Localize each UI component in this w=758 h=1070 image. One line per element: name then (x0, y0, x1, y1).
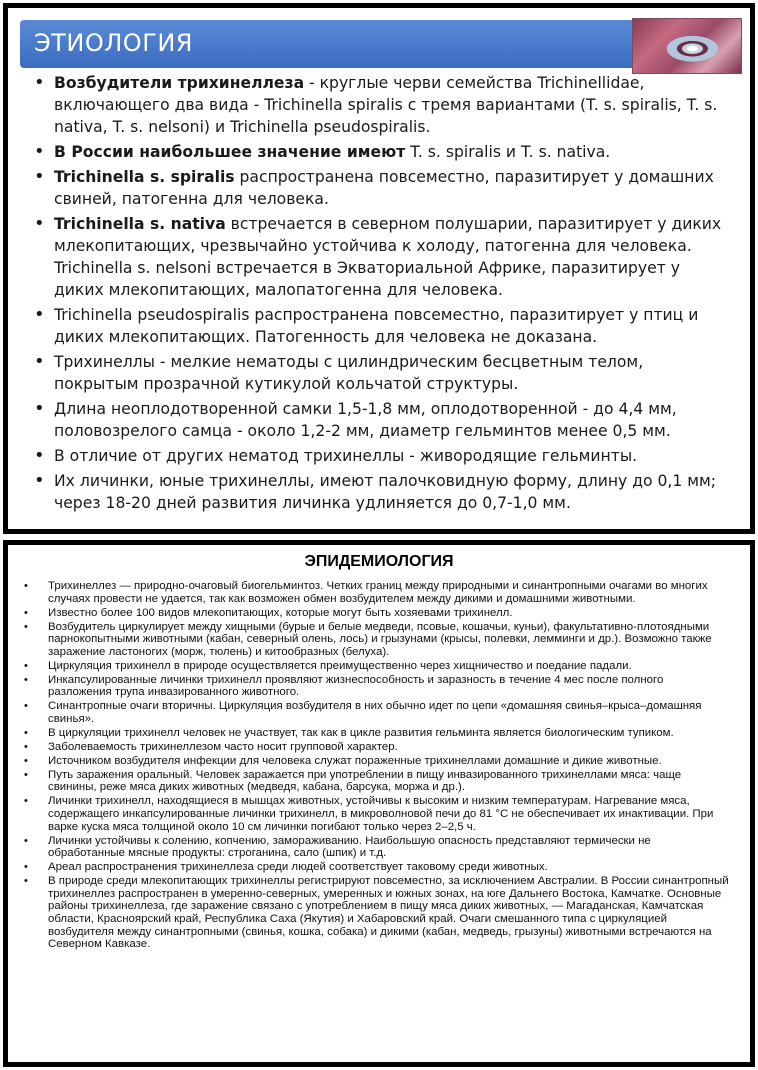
list-item (34, 213, 724, 301)
list-item: • Личинки устойчивы к солению, копчению, замораживанию. Наибольшую опасность представляют термически не обработанные мясные продукты: строганина, сало (шпик) и т.д. (24, 835, 729, 860)
epidemiology-title: ЭПИДЕМИОЛОГИЯ (304, 553, 454, 570)
list-item: • Заболеваемость трихинеллезом часто носит групповой характер. (24, 741, 729, 754)
list-item (34, 72, 724, 138)
list-item-text: распространена повсеместно, паразитирует у домашних свиней, патогенна для человека. (54, 168, 714, 208)
list-item: • Возбудитель циркулирует между хищными (бурые и белые медведи, псовые, кошачьи, куньи), факультативно-плотоядными парнокопытными животными (кабан, северный олень, лось) и грызунами (крысы, полевки, лемминги и др.). Возможно также заражение ластоногих (морж, тюлень) и китообразных (белуха). (24, 621, 729, 659)
list-item (34, 445, 724, 467)
list-item-text: В отличие от других нематод трихинеллы - живородящие гельминты. (54, 447, 638, 465)
etiology-slide-content (8, 8, 750, 529)
list-item: • Путь заражения оральный. Человек заражается при употреблении в пищу инвазированного трихинеллами мяса: чаще свинины, реже мяса диких животных (медведя, кабана, барсука, моржа и др.). (24, 769, 729, 794)
epidemiology-slide-content (8, 545, 750, 1062)
trichinella-larva-image (632, 18, 742, 74)
list-item-text: Trichinella pseudospiralis распространена повсеместно, паразитирует у птиц и диких млекопитающих. Патогенность для человека не доказана. (54, 306, 699, 346)
list-item-bold: В России наибольшее значение имеют (54, 143, 406, 161)
list-item: • Личинки трихинелл, находящиеся в мышцах животных, устойчивы к высоким и низким температурам. Нагревание мяса, содержащего инкапсулированные личинки трихинелл, в микроволновой печи до 81 °С не обеспечивает их инактивации. При варке куска мяса толщиной около 10 см личинки погибают только через 2–2,5 ч. (24, 795, 729, 833)
list-item: • Инкапсулированные личинки трихинелл проявляют жизнеспособность и заразность в течение 4 мес после полного разложения трупа инвазированного животного. (24, 674, 729, 699)
list-item-bold: Возбудители трихинеллеза (54, 74, 305, 92)
list-item: • Источником возбудителя инфекции для человека служат пораженные трихинеллами домашние и дикие животные. (24, 755, 729, 768)
list-item-text: T. s. spiralis и T. s. nativa. (405, 143, 611, 161)
list-item: • Ареал распространения трихинеллеза среди людей соответствует таковому среди животных. (24, 861, 729, 874)
etiology-header (20, 20, 738, 68)
list-item-text: встречается в северном полушарии, паразитирует у диких млекопитающих, чрезвычайно устойчива к холоду, патогенна для человека. Trichinella s. nelsoni встречается в Экваториальной Африке, паразитирует у диких млекопитающих, малопатогенна для человека. (54, 215, 722, 299)
list-item-text: Трихинеллы - мелкие нематоды с цилиндрическим бесцветным телом, покрытым прозрачной кутикулой кольчатой структуры. (54, 353, 644, 393)
list-item-bold: Trichinella s. spiralis (54, 168, 235, 186)
list-item-bold: Trichinella s. nativa (54, 215, 226, 233)
list-item-text: - круглые черви семейства Trichinellidae, включающего два вида - Trichinella spiralis с тремя вариантами (T. s. spiralis, T. s. nativa, T. s. nelsoni) и Trichinella pseudospiralis. (54, 74, 718, 136)
etiology-slide (3, 3, 755, 534)
list-item (34, 398, 724, 442)
list-item: • В циркуляции трихинелл человек не участвует, так как в цикле развития гельминта является биологическим тупиком. (24, 727, 729, 740)
list-item: • Трихинеллез — природно-очаговый биогельминтоз. Четких границ между природными и синантропными очагами во многих случаях провести не удается, так как возможен обмен возбудителем между дикими и домашними животными. (24, 580, 729, 605)
list-item (34, 304, 724, 348)
list-item-text: Длина неоплодотворенной самки 1,5-1,8 мм, оплодотворенной - до 4,4 мм, половозрелого самца - около 1,2-2 мм, диаметр гельминтов менее 0,5 мм. (54, 400, 677, 440)
list-item (34, 351, 724, 395)
etiology-list (34, 72, 724, 517)
list-item: • Циркуляция трихинелл в природе осуществляется преимущественно через хищничество и поедание падали. (24, 660, 729, 673)
etiology-title: ЭТИОЛОГИЯ (34, 29, 193, 57)
epidemiology-list (24, 580, 729, 952)
list-item: • Известно более 100 видов млекопитающих, которые могут быть хозяевами трихинелл. (24, 607, 729, 620)
epidemiology-slide (3, 540, 755, 1067)
list-item (34, 166, 724, 210)
list-item (34, 141, 724, 163)
list-item: • В природе среди млекопитающих трихинеллы регистрируют повсеместно, за исключением Австралии. В России синантропный трихинеллез распространен в умеренно-северных, умеренных и южных зонах, на юге Дальнего Востока, Камчатке. Основные районы трихинеллеза, где заражение связано с употреблением в пищу мяса диких животных, — Магаданская, Камчатская области, Красноярский край, Республика Саха (Якутия) и Хабаровский край. Очаги смешанного типа с циркуляцией возбудителя между синантропными (свинья, кошка, собака) и дикими (кабан, медведь, грызуны) животными встречаются на Северном Кавказе. (24, 875, 729, 951)
list-item-text: Их личинки, юные трихинеллы, имеют палочковидную форму, длину до 0,1 мм; через 18-20 дней развития личинка удлиняется до 0,7-1,0 мм. (54, 472, 717, 512)
list-item (34, 470, 724, 514)
list-item: • Синантропные очаги вторичны. Циркуляция возбудителя в них обычно идет по цепи «домашняя свинья–крыса–домашняя свинья». (24, 700, 729, 725)
